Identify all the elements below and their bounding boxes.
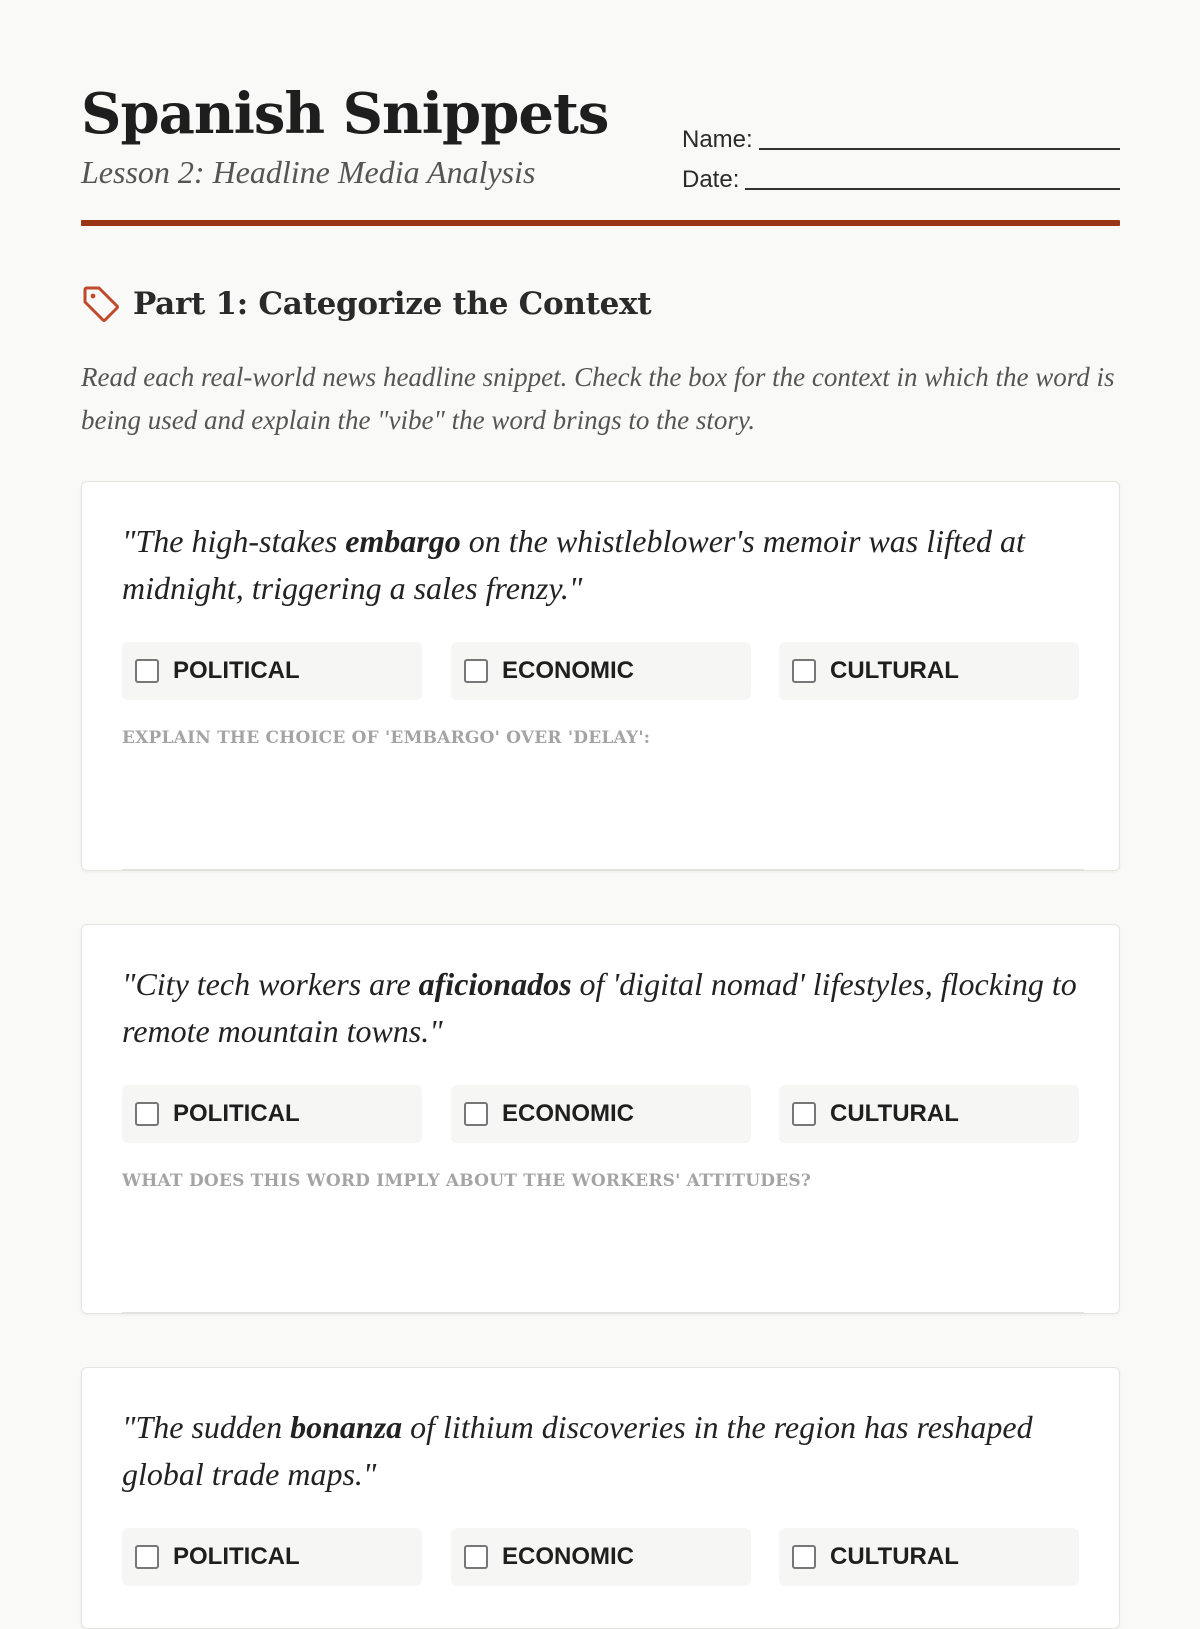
- worksheet-title: Spanish Snippets: [81, 81, 609, 147]
- quote-text: "The sudden: [122, 1409, 291, 1445]
- checkbox[interactable]: [135, 659, 159, 683]
- section-instructions: Read each real-world news headline snippet. Check the box for the context in which the word is being used and explain the "vibe" the word brings to the story.: [81, 362, 1115, 435]
- option-label: ECONOMIC: [502, 1100, 634, 1127]
- quote-keyword: bonanza: [290, 1409, 403, 1445]
- option-label: CULTURAL: [830, 657, 959, 684]
- option-cultural[interactable]: [779, 1528, 1079, 1586]
- name-field-row: [680, 122, 1120, 154]
- headline-card: [81, 481, 1120, 871]
- checkbox[interactable]: [464, 1102, 488, 1126]
- headline-card: [81, 1367, 1120, 1629]
- header-divider: [81, 220, 1120, 226]
- quote-text: on the whistleblower's memoir was lifted at midnight, triggering a sales frenzy.": [122, 523, 1025, 606]
- option-economic[interactable]: [451, 1528, 751, 1586]
- option-economic[interactable]: [451, 642, 751, 700]
- worksheet-page: [81, 0, 1120, 1570]
- section-title: Part 1: Categorize the Context: [133, 286, 652, 322]
- name-label: Name:: [682, 126, 753, 153]
- context-options: [122, 1528, 1080, 1586]
- option-political[interactable]: [122, 1528, 422, 1586]
- checkbox[interactable]: [135, 1545, 159, 1569]
- option-political[interactable]: [122, 642, 422, 700]
- quote-text: "City tech workers are: [122, 966, 419, 1002]
- option-cultural[interactable]: [779, 1085, 1079, 1143]
- worksheet-header: [81, 0, 1120, 228]
- checkbox[interactable]: [135, 1102, 159, 1126]
- headline-quote: [122, 1404, 1082, 1498]
- checkbox[interactable]: [792, 659, 816, 683]
- date-line[interactable]: [745, 187, 1120, 190]
- option-economic[interactable]: [451, 1085, 751, 1143]
- checkbox[interactable]: [464, 659, 488, 683]
- answer-input[interactable]: [122, 1270, 1084, 1314]
- explain-prompt: EXPLAIN THE CHOICE OF 'EMBARGO' OVER 'DELAY':: [122, 728, 651, 748]
- option-label: CULTURAL: [830, 1543, 959, 1570]
- option-label: ECONOMIC: [502, 1543, 634, 1570]
- explain-prompt: WHAT DOES THIS WORD IMPLY ABOUT THE WORKERS' ATTITUDES?: [122, 1171, 811, 1191]
- date-label: Date:: [682, 166, 740, 193]
- answer-input[interactable]: [122, 827, 1084, 871]
- headline-quote: [122, 518, 1082, 612]
- quote-keyword: embargo: [345, 523, 461, 559]
- tag-icon: [81, 284, 121, 324]
- checkbox[interactable]: [464, 1545, 488, 1569]
- quote-keyword: aficionados: [418, 966, 572, 1002]
- date-field-row: [680, 162, 1120, 194]
- option-label: CULTURAL: [830, 1100, 959, 1127]
- context-options: [122, 642, 1080, 700]
- quote-text: of lithium discoveries in the region has reshaped global trade maps.": [122, 1409, 1033, 1492]
- name-line[interactable]: [759, 147, 1120, 150]
- headline-quote: [122, 961, 1082, 1055]
- option-label: POLITICAL: [173, 1543, 300, 1570]
- quote-text: of 'digital nomad' lifestyles, flocking to remote mountain towns.": [122, 966, 1077, 1049]
- option-political[interactable]: [122, 1085, 422, 1143]
- option-label: POLITICAL: [173, 1100, 300, 1127]
- quote-text: "The high-stakes: [122, 523, 346, 559]
- option-cultural[interactable]: [779, 642, 1079, 700]
- checkbox[interactable]: [792, 1102, 816, 1126]
- option-label: ECONOMIC: [502, 657, 634, 684]
- option-label: POLITICAL: [173, 657, 300, 684]
- context-options: [122, 1085, 1080, 1143]
- headline-card: [81, 924, 1120, 1314]
- lesson-subtitle: Lesson 2: Headline Media Analysis: [81, 154, 536, 190]
- checkbox[interactable]: [792, 1545, 816, 1569]
